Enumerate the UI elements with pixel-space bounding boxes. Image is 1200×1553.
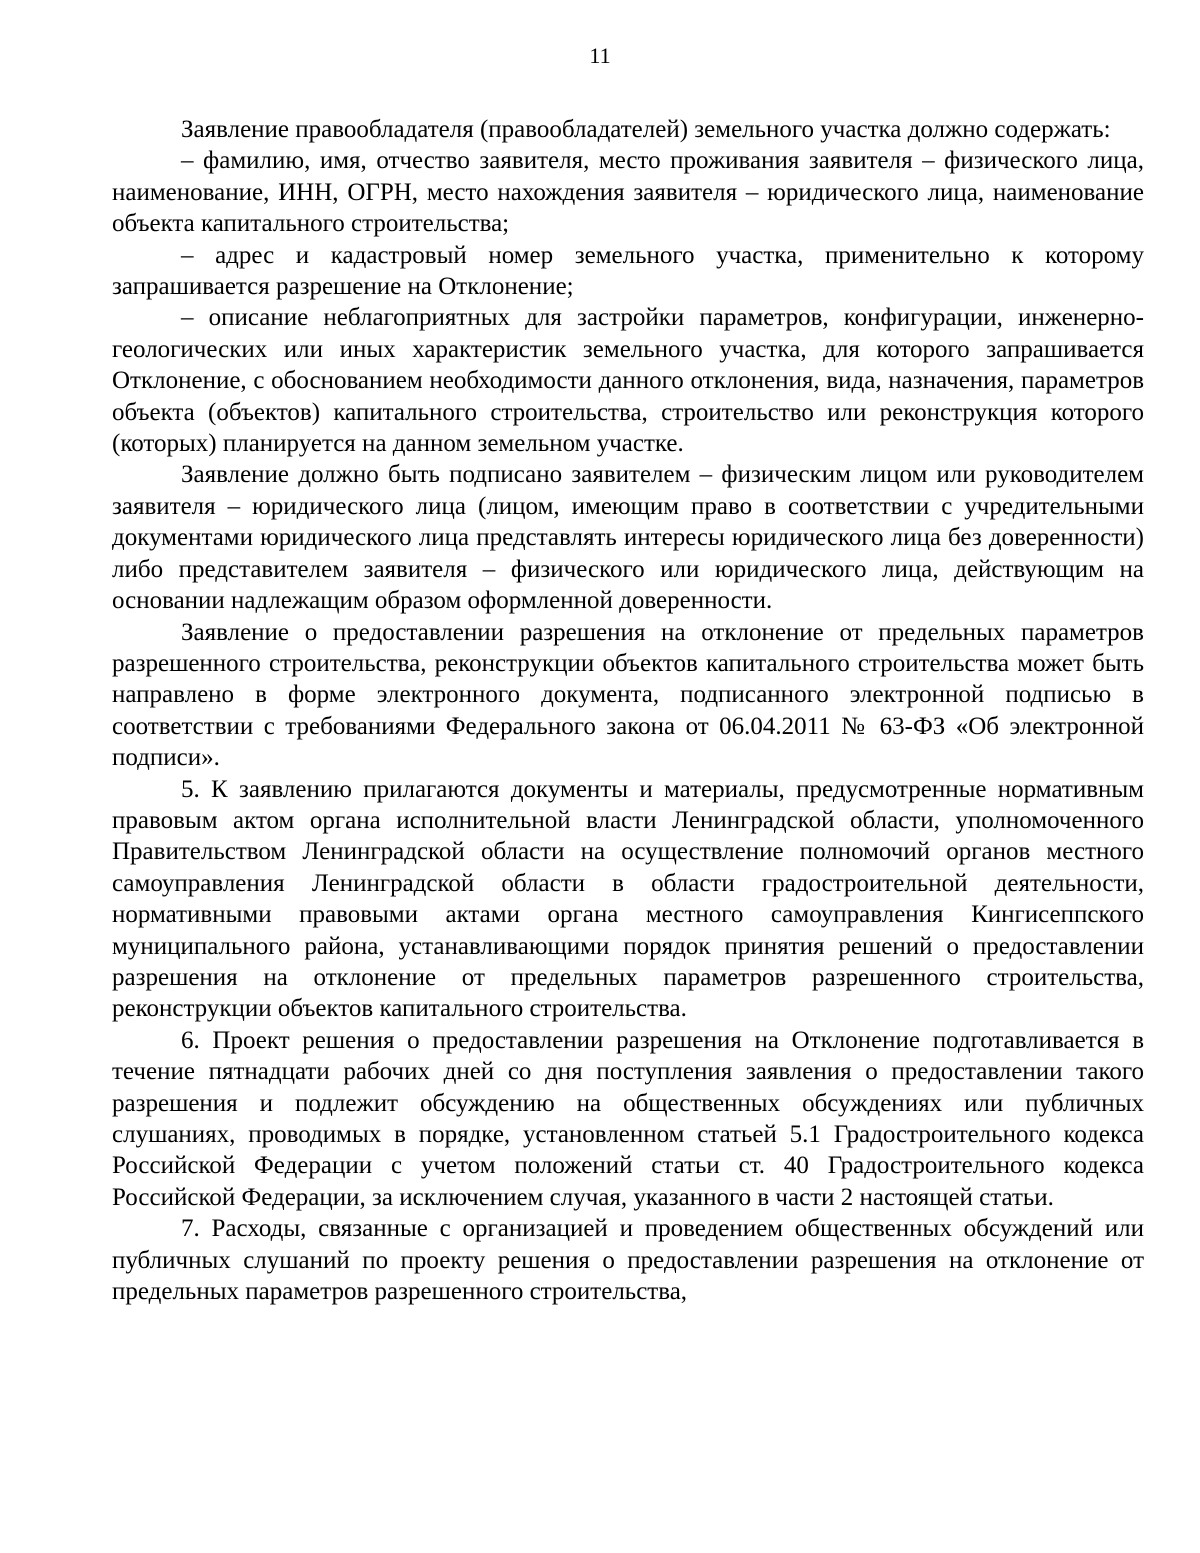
paragraph-applicant-details-item: – фамилию, имя, отчество заявителя, место проживания заявителя – физического лица, наименование, ИНН, ОГРН, место нахождения заявителя – юридического лица, наименование объекта капитального строительства; [112,147,1144,238]
paragraph-application-contents-intro: Заявление правообладателя (правообладателей) земельного участка должно содержать: [181,116,1111,143]
paragraph-section-7: 7. Расходы, связанные с организацией и проведением общественных обсуждений или публичных слушаний по проекту решения о предоставлении разрешения на отклонение от предельных параметров разрешенного строительства, [112,1215,1144,1306]
document-body [112,114,1144,1307]
paragraph-electronic-submission: Заявление о предоставлении разрешения на отклонение от предельных параметров разрешенного строительства, реконструкции объектов капитального строительства может быть направлено в форме электронного документа, подписанного электронной подписью в соответствии с требованиями Федерального закона от 06.04.2011 № 63-ФЗ «Об электронной подписи». [112,618,1144,772]
paragraph-unfavourable-parameters-item: – описание неблагоприятных для застройки параметров, конфигурации, инженерно-геологических или иных характеристик земельного участка, для которого запрашивается Отклонение, с обоснованием необходимости данного отклонения, вида, назначения, параметров объекта (объектов) капитального строительства, строительство или реконструкция которого (которых) планируется на данном земельном участке. [112,304,1144,458]
paragraph-signature-requirement: Заявление должно быть подписано заявителем – физическим лицом или руководителем заявителя – юридического лица (лицом, имеющим право в соответствии с учредительными документами юридического лица представлять интересы юридического лица без доверенности) либо представителем заявителя – физического или юридического лица, действующим на основании надлежащим образом оформленной доверенности. [112,461,1144,615]
paragraph-land-plot-address-item: – адрес и кадастровый номер земельного участка, применительно к которому запрашивается разрешение на Отклонение; [112,241,1144,301]
paragraph-section-5: 5. К заявлению прилагаются документы и материалы, предусмотренные нормативным правовым актом органа исполнительной власти Ленинградской области, уполномоченного Правительством Ленинградской области на осуществление полномочий органов местного самоуправления Ленинградской области в области градостроительной деятельности, нормативными правовыми актами органа местного самоуправления Кингисеппского муниципального района, устанавливающими порядок принятия решений о предоставлении разрешения на отклонение от предельных параметров разрешенного строительства, реконструкции объектов капитального строительства. [112,775,1144,1023]
paragraph-section-6: 6. Проект решения о предоставлении разрешения на Отклонение подготавливается в течение пятнадцати рабочих дней со дня поступления заявления о предоставлении такого разрешения и подлежит обсуждению на общественных обсуждениях или публичных слушаниях, проводимых в порядке, установленном статьей 5.1 Градостроительного кодекса Российской Федерации с учетом положений статьи ст. 40 Градостроительного кодекса Российской Федерации, за исключением случая, указанного в части 2 настоящей статьи. [112,1026,1144,1211]
page-number: 11 [589,43,611,68]
